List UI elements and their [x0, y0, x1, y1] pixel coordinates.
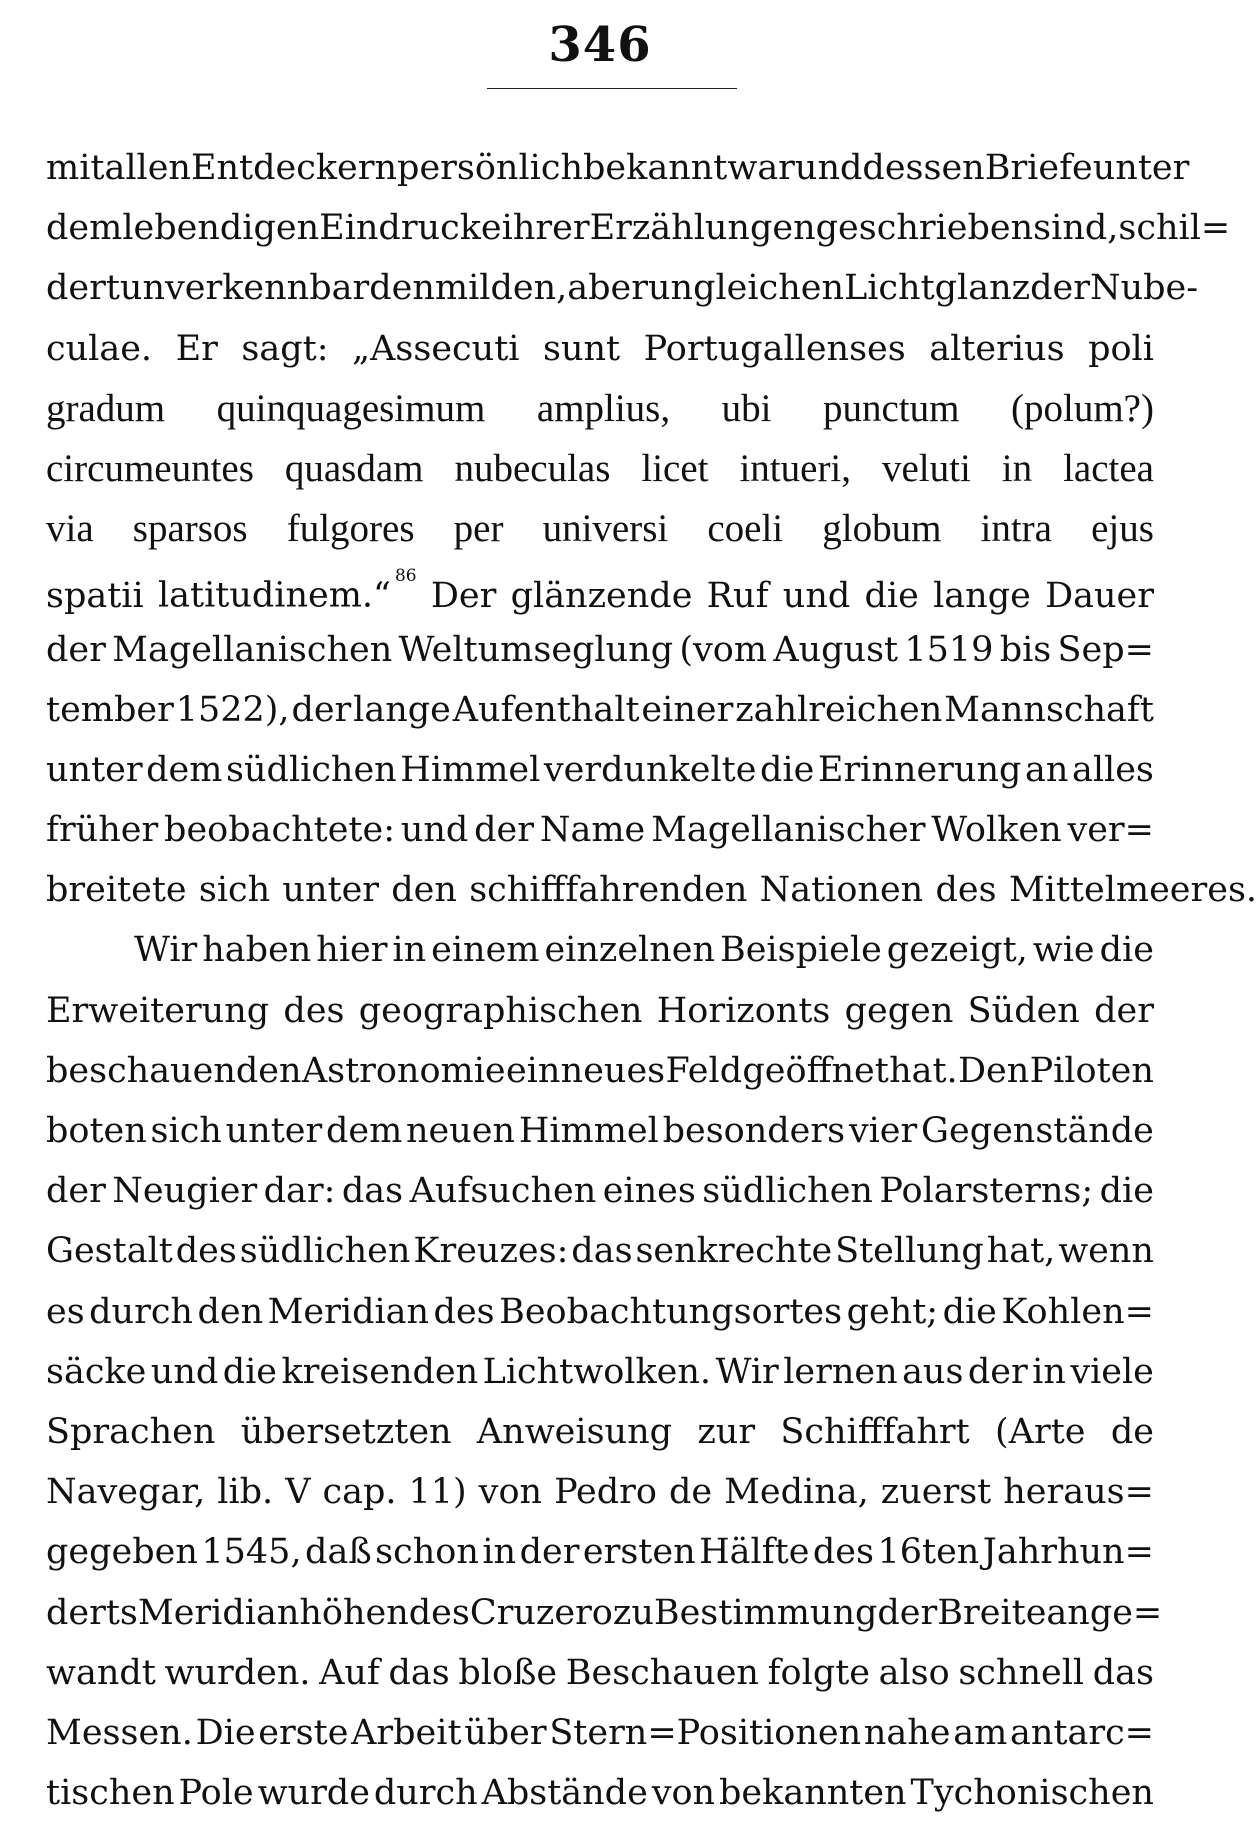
word: August — [773, 629, 899, 670]
page-number: 346 — [548, 17, 652, 73]
word: der — [291, 689, 352, 730]
word: Wolken — [931, 810, 1062, 851]
text-line — [46, 258, 1199, 318]
word: tischen — [46, 1773, 175, 1814]
word: ersten — [582, 1532, 696, 1573]
word: südlichen — [239, 1231, 411, 1272]
body-text — [46, 138, 1257, 1823]
word: 1522), — [175, 689, 290, 730]
word: lange — [353, 689, 451, 730]
word: via — [46, 507, 94, 551]
word: Gegenstände — [921, 1111, 1154, 1151]
word: wurden. — [164, 1652, 311, 1693]
word: Weltumseglung — [398, 629, 674, 670]
text-line — [46, 559, 1154, 619]
text-line — [46, 1221, 1154, 1281]
word: kreisenden — [281, 1351, 479, 1392]
word: daß — [305, 1532, 372, 1573]
word: wenn — [1058, 1231, 1154, 1272]
word: tember — [46, 689, 174, 730]
word: ejus — [1091, 507, 1154, 551]
footnote-marker: 86 — [394, 566, 417, 587]
word: spatii — [46, 575, 144, 616]
word: das — [571, 1231, 633, 1272]
word: circumeuntes — [46, 446, 254, 490]
word: Meridianhöhen — [137, 1592, 409, 1633]
text-line — [46, 1643, 1154, 1703]
word: lange — [933, 575, 1031, 616]
word: das — [1092, 1652, 1154, 1693]
word: einzelnen — [544, 930, 716, 971]
word: sich — [198, 870, 271, 911]
word: die — [1099, 1171, 1154, 1212]
word: Breite — [937, 1592, 1047, 1633]
word: 1519 — [904, 629, 994, 670]
word: des — [812, 1532, 874, 1573]
word: senkrechte — [635, 1231, 833, 1272]
word: schon — [375, 1532, 479, 1573]
word: Stern=Positionen — [549, 1712, 862, 1753]
word: Kreuzes: — [413, 1231, 569, 1272]
word: cap. — [322, 1472, 397, 1513]
word: folgte — [767, 1652, 870, 1693]
word: licet — [641, 446, 709, 490]
text-line — [46, 138, 1190, 198]
word: Messen. — [46, 1712, 193, 1753]
word: dem — [146, 749, 223, 790]
word: die — [942, 1291, 997, 1332]
word: des — [935, 870, 997, 911]
word: von — [478, 1472, 543, 1513]
header-rule — [487, 88, 737, 89]
text-line — [46, 1101, 1154, 1161]
word: Horizonts — [656, 990, 831, 1031]
word: der — [1030, 268, 1090, 309]
word: bis — [999, 629, 1052, 670]
text-line — [46, 1763, 1154, 1823]
word: unter — [225, 1111, 323, 1151]
word: südlichen — [702, 1171, 873, 1212]
text-line — [46, 1342, 1154, 1402]
word: zu — [612, 1592, 654, 1633]
word: dem — [46, 208, 123, 249]
word: Erzählungen — [589, 208, 816, 249]
word: bloße — [458, 1652, 558, 1693]
word: veluti — [881, 446, 971, 490]
word: 1545, — [201, 1532, 302, 1573]
word: glänzende — [510, 575, 693, 616]
word: die — [864, 575, 919, 616]
word: Pole — [178, 1773, 254, 1814]
word: den — [369, 268, 435, 309]
word: heraus= — [1003, 1472, 1154, 1513]
word: Entdeckern — [190, 148, 398, 188]
word: Auf — [319, 1652, 380, 1693]
word: Erweiterung — [46, 990, 270, 1031]
word: den — [391, 870, 457, 911]
word: erste — [258, 1712, 349, 1753]
text-line — [46, 1462, 1154, 1522]
word: zur — [697, 1411, 756, 1452]
word: von — [651, 1773, 716, 1814]
word: sich — [150, 1111, 222, 1151]
word: Meridian — [267, 1291, 430, 1332]
text-line — [46, 198, 1231, 258]
text-line — [46, 981, 1154, 1041]
word: früher — [46, 810, 159, 851]
text-line — [46, 1041, 1154, 1101]
word: in — [1001, 446, 1033, 490]
word: ver= — [1067, 810, 1154, 851]
word: intueri, — [739, 446, 852, 490]
word: antarc= — [1010, 1712, 1154, 1753]
word: wie — [1032, 930, 1095, 971]
word: culae. — [46, 328, 153, 369]
word: die — [760, 749, 815, 790]
word: lactea — [1063, 446, 1154, 490]
word: per — [453, 507, 504, 551]
word: Aufenthalt — [452, 689, 640, 730]
word: in — [482, 1532, 517, 1573]
word: Stellung — [835, 1231, 984, 1272]
word: amplius, — [536, 386, 671, 430]
word: haben — [202, 930, 312, 971]
word: Kohlen= — [1001, 1291, 1154, 1332]
word: hat, — [986, 1231, 1056, 1272]
word: der — [1094, 990, 1154, 1031]
word: in — [1032, 1351, 1066, 1392]
word: 11) — [408, 1472, 467, 1513]
word: Himmel — [518, 1111, 659, 1151]
word: sind, — [1033, 208, 1119, 249]
word: gegen — [844, 990, 954, 1031]
word: Gestalt — [46, 1231, 173, 1272]
word: am — [953, 1712, 1008, 1753]
word: sunt — [543, 328, 621, 369]
word: alles — [1071, 749, 1154, 790]
word: in — [392, 930, 427, 971]
word: war — [727, 148, 795, 188]
word: unter — [46, 749, 143, 790]
text-line — [46, 680, 1154, 740]
word: übersetzten — [240, 1411, 452, 1452]
text-line — [46, 800, 1154, 860]
word: dert — [46, 268, 120, 309]
word: aus — [902, 1351, 964, 1392]
text-line — [46, 499, 1154, 559]
word: geöffnet — [742, 1050, 889, 1091]
word: Die — [195, 1712, 256, 1753]
word: derts — [46, 1592, 138, 1633]
word: intra — [980, 507, 1052, 551]
word: der — [46, 629, 106, 670]
word: gezeigt, — [886, 930, 1028, 971]
word: V — [285, 1472, 311, 1513]
word: neues — [560, 1050, 666, 1091]
word: Feld — [665, 1050, 743, 1091]
word: milden, — [434, 268, 568, 309]
text-line — [46, 379, 1154, 439]
word: der — [519, 1532, 580, 1573]
word: ihrer — [501, 208, 590, 249]
word: geht; — [846, 1291, 939, 1332]
word: zahlreichen — [735, 689, 943, 730]
word: verdunkelte — [543, 749, 757, 790]
word: Briefe — [984, 148, 1093, 188]
word: Hälfte — [699, 1532, 810, 1573]
word: bekannt — [583, 148, 728, 188]
word: poli — [1088, 328, 1154, 369]
word: die — [222, 1351, 278, 1392]
word: geographischen — [358, 990, 643, 1031]
word: Schifffahrt — [780, 1411, 970, 1452]
word: südlichen — [226, 749, 397, 790]
word: ungleichen — [648, 268, 844, 309]
word: Nube- — [1089, 268, 1199, 309]
word: Beispiele — [719, 930, 882, 971]
text-line — [46, 1703, 1154, 1763]
word: punctum — [823, 386, 960, 430]
word: Dauer — [1045, 575, 1154, 616]
word: Nationen — [759, 870, 924, 911]
word: durch — [373, 1773, 478, 1814]
word: allen — [104, 148, 191, 188]
text-line — [46, 740, 1154, 800]
word: Süden — [967, 990, 1080, 1031]
word: Lichtglanz — [844, 268, 1031, 309]
word: hier — [316, 930, 388, 971]
word: neuen — [406, 1111, 516, 1151]
word: über — [464, 1712, 547, 1753]
text-line — [46, 920, 1154, 980]
word: der — [967, 1351, 1028, 1392]
word: Name — [539, 810, 646, 851]
word: viele — [1070, 1351, 1154, 1392]
word: (polum?) — [1011, 386, 1154, 430]
word: einer — [641, 689, 734, 730]
word: und — [794, 148, 863, 188]
text-line — [46, 1282, 1154, 1342]
word: ubi — [721, 386, 772, 430]
word: Mannschaft — [944, 689, 1154, 730]
word: schifffahrenden — [469, 870, 748, 911]
word: de — [1110, 1411, 1154, 1452]
word: 16ten — [877, 1532, 980, 1573]
text-line — [46, 1522, 1154, 1582]
word: des — [433, 1291, 495, 1332]
word: sagt: — [241, 328, 329, 369]
word: des — [408, 1592, 470, 1633]
word: Bestimmung — [653, 1592, 878, 1633]
word: latitudinem.“ $^{86}$ — [157, 566, 417, 616]
word: beobachtete: — [164, 810, 395, 851]
word: Sprachen — [46, 1411, 216, 1452]
word: des — [175, 1231, 237, 1272]
word: Portugallenses — [643, 328, 906, 369]
word: das — [388, 1652, 450, 1693]
word: Beobachtungsortes — [499, 1291, 843, 1332]
word: Sep= — [1057, 629, 1154, 670]
word: den — [197, 1291, 264, 1332]
word: universi — [542, 507, 669, 551]
word: „Assecuti — [352, 328, 520, 369]
word: nubeculas — [454, 446, 611, 490]
word: dem — [325, 1111, 403, 1151]
word: dar: — [263, 1171, 336, 1212]
word: lernen — [783, 1351, 898, 1392]
word: Wir — [134, 930, 198, 971]
word: Medina, — [724, 1472, 869, 1513]
word: nahe — [863, 1712, 951, 1753]
word: Abstände — [481, 1773, 648, 1814]
word: wandt — [46, 1652, 156, 1693]
word: Cruzero — [469, 1592, 613, 1633]
word: fulgores — [286, 507, 415, 551]
word: Magellanischer — [651, 810, 926, 851]
word: Mittelmeeres. — [1008, 870, 1257, 911]
word: quinquagesimum — [216, 386, 486, 430]
word: Wir — [715, 1351, 779, 1392]
word: der — [877, 1592, 938, 1633]
word: Magellanischen — [112, 629, 393, 670]
word: des — [283, 990, 345, 1031]
word: persönlich — [397, 148, 584, 188]
word: bekannten — [719, 1773, 907, 1814]
word: Er — [175, 328, 218, 369]
text-line — [46, 1583, 1163, 1643]
word: eines — [602, 1171, 696, 1212]
word: mit — [46, 148, 105, 188]
word: wurde — [257, 1773, 370, 1814]
word: alterius — [929, 328, 1065, 369]
word: Astronomie — [301, 1050, 506, 1091]
word: durch — [89, 1291, 193, 1332]
word: Lichtwolken. — [482, 1351, 712, 1392]
word: unverkennbar — [119, 268, 370, 309]
word: globum — [822, 507, 942, 551]
word: säcke — [46, 1351, 147, 1392]
word: Neugier — [112, 1171, 258, 1212]
word: besonders — [662, 1111, 846, 1151]
word: de — [668, 1472, 713, 1513]
word: lib. — [217, 1472, 274, 1513]
word: Ruf — [706, 575, 769, 616]
word: an — [1024, 749, 1069, 790]
word: Polarsterns; — [879, 1171, 1094, 1212]
text-line — [46, 439, 1154, 499]
word: einem — [431, 930, 540, 971]
word: unter — [1092, 148, 1190, 188]
word: beschauenden — [46, 1050, 302, 1091]
word: Piloten — [1029, 1050, 1154, 1091]
word: zuerst — [880, 1472, 992, 1513]
word: (vom — [679, 629, 768, 670]
word: Jahrhun= — [982, 1532, 1154, 1573]
word: ein — [505, 1050, 561, 1091]
word: Tychonischen — [910, 1773, 1154, 1814]
word: breitete — [46, 870, 187, 911]
word: Arbeit — [351, 1712, 462, 1753]
word: sparsos — [132, 507, 248, 551]
word: gegeben — [46, 1532, 198, 1573]
word: (Arte — [995, 1411, 1086, 1452]
word: unter — [282, 870, 380, 911]
word: quasdam — [284, 446, 424, 490]
word: also — [878, 1652, 950, 1693]
word: und — [782, 575, 851, 616]
word: Aufsuchen — [409, 1171, 597, 1212]
text-line — [46, 1161, 1154, 1221]
word: Pedro — [554, 1472, 657, 1513]
word: Himmel — [400, 749, 541, 790]
word: dessen — [862, 148, 985, 188]
word: lebendigen — [122, 208, 320, 249]
word: gradum — [46, 386, 166, 430]
text-line — [46, 319, 1154, 379]
text-line — [46, 620, 1154, 680]
word: coeli — [707, 507, 784, 551]
word: geschrieben — [815, 208, 1034, 249]
word: Den — [957, 1050, 1030, 1091]
word: Navegar, — [46, 1472, 206, 1513]
word: Erinnerung — [817, 749, 1022, 790]
word: aber — [567, 268, 648, 309]
word: schil= — [1118, 208, 1231, 249]
word: und — [150, 1351, 219, 1392]
word: Beschauen — [565, 1652, 759, 1693]
word: hat. — [889, 1050, 958, 1091]
word: boten — [46, 1111, 147, 1151]
word: es — [46, 1291, 85, 1332]
word: das — [341, 1171, 404, 1212]
word: ange= — [1046, 1592, 1163, 1633]
word: die — [1099, 930, 1154, 971]
word: und — [400, 810, 469, 851]
text-line — [46, 1402, 1154, 1462]
word: schnell — [958, 1652, 1085, 1693]
text-line — [46, 860, 1257, 920]
word: Anweisung — [476, 1411, 673, 1452]
word: Der — [430, 575, 497, 616]
word: vier — [848, 1111, 918, 1151]
word: der — [474, 810, 535, 851]
word: der — [46, 1171, 106, 1212]
word: Eindrucke — [319, 208, 502, 249]
